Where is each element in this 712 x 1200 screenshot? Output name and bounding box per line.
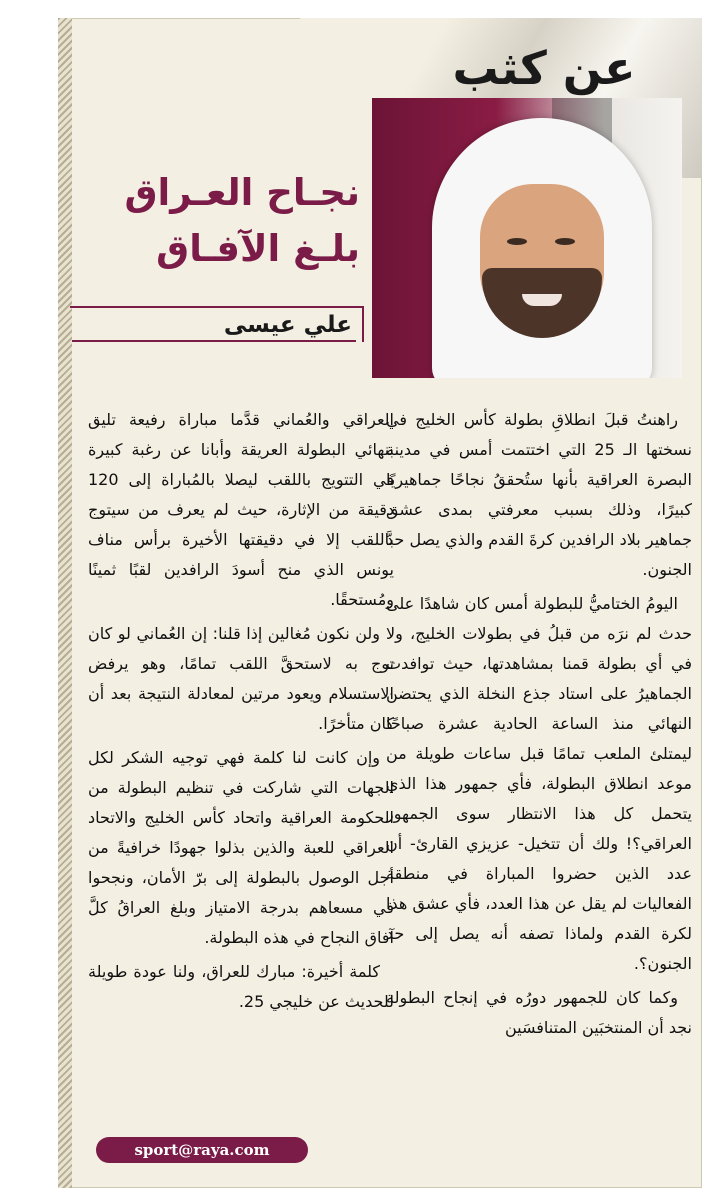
paragraph: اليومُ الختاميُّ للبطولة أمس كان شاهدًا على حدث لم نرَه من قبلُ في بطولات الخليج، ولا في أي بطولة قمنا بمشاهدتها، حيث توافدت الجماهيرُ على استاد جذع النخلة الذي يحتضن النهائي منذ الساعة الحادية عشرة صباحًا ليمتلئ الملعب تمامًا قبل ساعات طويلة من موعد انطلاق البطولة، فأي جمهور هذا الذي يتحمل كل هذا الانتظار سوى الجمهور العراقي؟! ولك أن تتخيل- عزيزي القارئ- أن عدد الذين حضروا المباراة في منطقة الفعاليات لم يقل عن هذا العدد، فأي عشق هذا لكرة القدم ولماذا تصفه أنه يصل إلى حد الجنون؟. — [386, 594, 692, 973]
headline-line-2: بلـغ الآفـاق — [156, 227, 360, 270]
author-name: علي عيسى — [223, 312, 352, 338]
paragraph: وإن كانت لنا كلمة فهي توجيه الشكر لكل الجهات التي شاركت في تنظيم البطولة من الحكومة العراقية واتحاد كأس الخليج والاتحاد العراقي للعبة والذين بذلوا جهودًا خرافيةً من أجل الوصول بالبطولة إلى برّ الأمان، ونجحوا في مسعاهم بدرجة الامتياز وبلغ العراقُ كلَّ آفاق النجاح في هذه البطولة. — [88, 748, 394, 947]
author-photo — [372, 98, 682, 378]
article-headline — [60, 165, 360, 277]
smile — [522, 294, 562, 306]
eye — [507, 238, 527, 245]
section-title: عن كثب — [452, 41, 636, 95]
paragraph: وكما كان للجمهور دورُه في إنجاح البطولة نجد أن المنتخبَين المتنافسَين — [386, 988, 692, 1037]
paragraph: كلمة أخيرة: مبارك للعراق، ولنا عودة طويلة للحديث عن خليجي 25. — [88, 962, 394, 1011]
article-column-left — [88, 405, 394, 1021]
paragraph: راهنتُ قبلَ انطلاقِ بطولة كأس الخليج في نسختها الـ 25 التي اختتمت أمس في مدينة البصرة العراقية بأنها ستُحققُ نجاحًا جماهيريًا كبيرًا، وذلك بسبب معرفتي بمدى عشق جماهير بلاد الرافدين كرةَ القدم والذي يصل حدَّ الجنون. — [386, 410, 693, 579]
headline-line-1: نجـاح العـراق — [124, 171, 360, 214]
article-column-right — [386, 405, 692, 1047]
author-email[interactable]: sport@raya.com — [96, 1137, 308, 1163]
paragraph: العراقي والعُماني قدَّما مباراة رفيعة تليق بنهائي البطولة العريقة وأبانا عن رغبة كبيرة في التتويج باللقب ليصلا بالمُباراة إلى 120 دقيقة من الإثارة، حيث لم يعرف من سيتوج باللقب إلا في دقيقتها الأخيرة برأس مناف يونس الذي منح أسودَ الرافدين لقبًا ثمينًا ومُستحقًا. — [88, 410, 394, 609]
author-rule — [72, 340, 356, 342]
paragraph: ولن نكون مُغالين إذا قلنا: إن العُماني لو كان توج به لاستحقَّ اللقب تمامًا، وهو يرفض الاستسلام ويعود مرتين لمعادلة النتيجة بعد أن كان متأخرًا. — [88, 624, 394, 733]
eye — [555, 238, 575, 245]
